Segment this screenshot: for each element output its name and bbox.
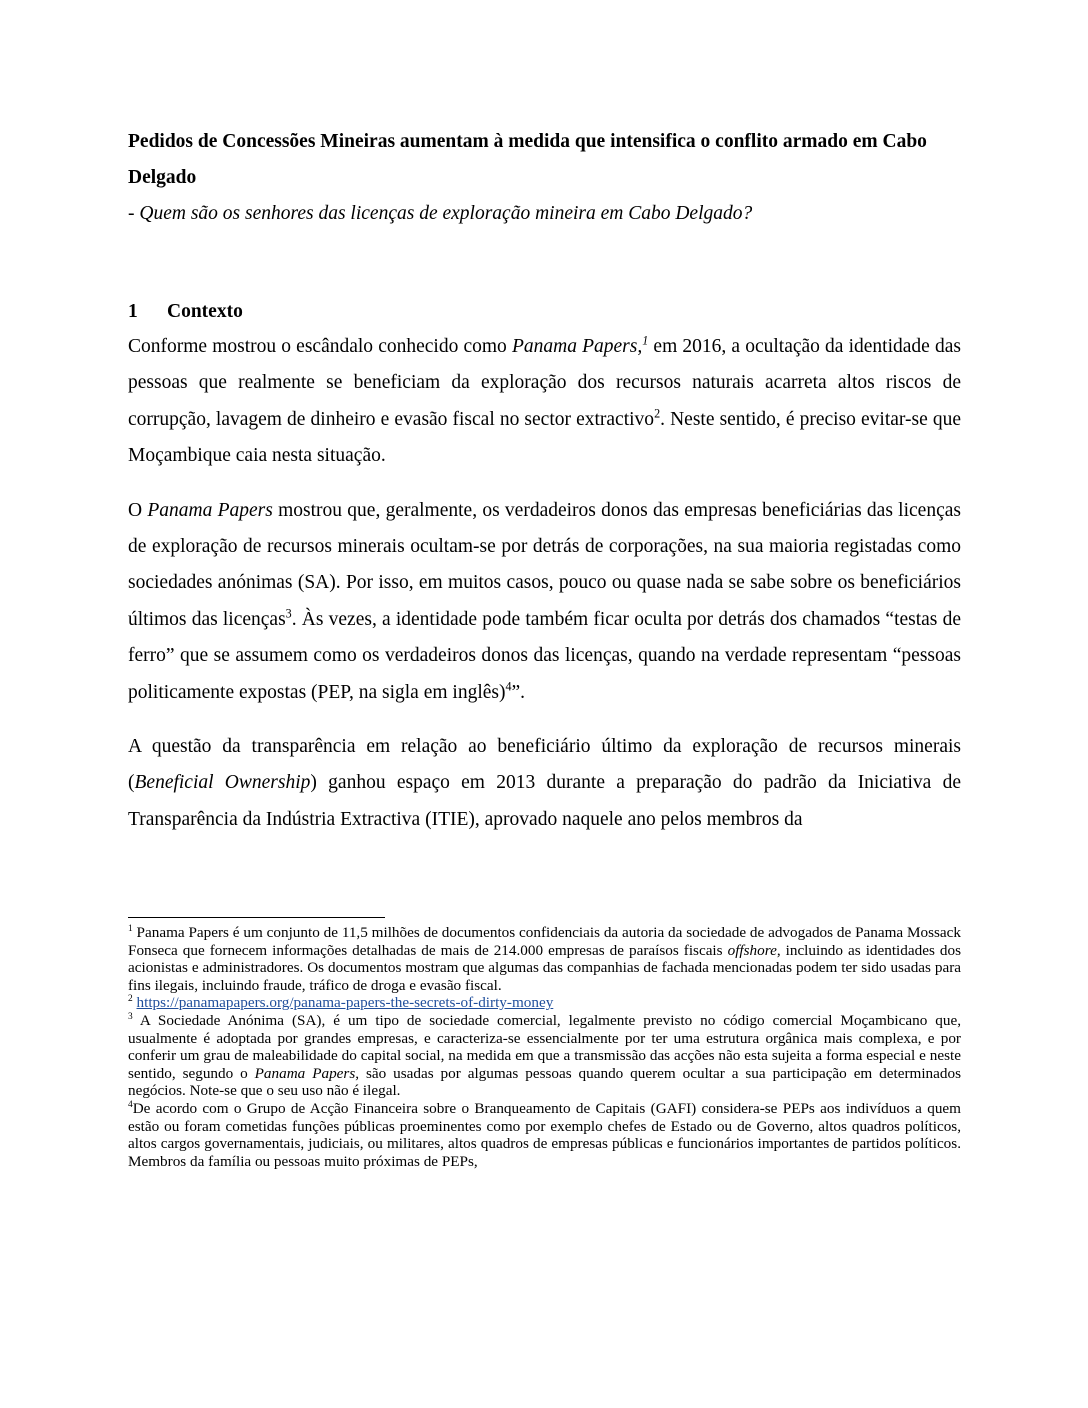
paragraph-3-italic: Beneficial Ownership: [134, 772, 311, 794]
section-number: 1: [128, 301, 138, 322]
paragraph-1-text-c: em 2016, a ocultação da identidade das pessoas que realmente se beneficiam da exploração dos recursos naturais acarreta altos riscos de corrupção, lavagem de dinheiro e evasão fiscal no sector extractivo: [128, 336, 961, 430]
paragraph-2-italic: Panama Papers: [147, 499, 273, 521]
footnote-3: [128, 1012, 961, 1100]
paragraph-3: [128, 729, 961, 838]
paragraph-1-italic: Panama Papers,: [511, 336, 643, 357]
paragraph-2-text-c: mostrou que, geralmente, os verdadeiros donos das empresas beneficiárias das licenças de exploração de recursos minerais ocultam-se por detrás de corporações, na sua maioria registadas como sociedades anónimas (SA). Por isso, em muitos casos, pouco ou quase nada se sabe sobre os beneficiários últimos das licenças: [128, 499, 961, 630]
footnote-2-number: 2: [128, 994, 133, 1005]
footnote-3-text-c: , são usadas por algumas pessoas quando querem ocultar a sua participação em determinados negócios. Note-se que o seu uso não é ilegal.: [128, 1064, 961, 1100]
footnote-4-text-a: De acordo com o Grupo de Acção Financeira sobre o Branqueamento de Capitais (GAFI) considera-se PEPs aos indivíduos a quem estão ou foram cometidas funções públicas proeminentes como por exemplo chefes de Estado ou de Governo, altos quadros políticos, altos cargos governamentais, judiciais, ou militares, altos quadros de empresas públicas e funcionários importantes de partidos políticos. Membros da família ou pessoas muito próximas de PEPs,: [128, 1099, 961, 1170]
footnotes: [128, 917, 961, 1170]
paragraph-1-text-d: . Neste sentido, é preciso evitar-se que Moçambique caia nesta situação.: [128, 408, 961, 467]
footnote-ref-3: 3: [285, 606, 292, 621]
paragraph-2-text-e: ”.: [511, 681, 526, 703]
footnote-separator: [128, 917, 385, 918]
paragraph-3-text-c: ) ganhou espaço em 2013 durante a preparação do padrão da Iniciativa de Transparência da Indústria Extractiva (ITIE), aprovado naquele ano pelos membros da: [128, 772, 961, 830]
footnote-ref-1: 1: [642, 333, 649, 348]
paragraph-2: [128, 493, 961, 711]
paragraph-2-text-d: . Às vezes, a identidade pode também ficar oculta por detrás dos chamados “testas de ferro” que se assumem como os verdadeiros donos das licenças, quando na verdade representam “pessoas politicamente expostas (PEP, na sigla em inglês): [128, 608, 961, 703]
footnote-1: [128, 924, 961, 994]
paragraph-1: [128, 329, 961, 475]
footnote-3-italic: Panama Papers: [254, 1064, 356, 1082]
document-subtitle: - Quem são os senhores das licenças de exploração mineira em Cabo Delgado?: [128, 203, 753, 224]
footnote-1-number: 1: [128, 923, 133, 934]
document-title: Pedidos de Concessões Mineiras aumentam à medida que intensifica o conflito armado em Cabo Delgado: [128, 131, 927, 188]
footnote-1-text-a: Panama Papers é um conjunto de 11,5 milhões de documentos confidenciais da autoria da sociedade de advogados de Panama Mossack Fonseca que fornecem informações detalhadas de mais de 214.000 empresas de paraísos fiscais: [128, 924, 961, 959]
footnote-2-link[interactable]: https://panamapapers.org/panama-papers-the-secrets-of-dirty-money: [136, 994, 554, 1012]
footnote-1-italic: offshore: [727, 941, 777, 959]
footnote-ref-2: 2: [654, 406, 661, 421]
footnote-ref-4: 4: [505, 679, 512, 694]
paragraph-2-text-a: O: [128, 499, 148, 521]
paragraph-1-text-a: Conforme mostrou o escândalo conhecido como: [128, 336, 512, 357]
paragraph-3-text-a: A questão da transparência em relação ao beneficiário último da exploração de recursos minerais (: [128, 736, 961, 794]
footnote-4: [128, 1100, 961, 1170]
section-title: Contexto: [167, 301, 243, 322]
footnote-2: [128, 994, 961, 1012]
footnote-3-text-a: A Sociedade Anónima (SA), é um tipo de sociedade comercial, legalmente previsto no código comercial Moçambicano que, usualmente é adoptada por grandes empresas, e caracteriza-se essencialmente por ter uma estrutura orgânica mais complexa, e por conferir um grau de maleabilidade do capital social, na medida em que a transmissão das acções não esta sujeita a forma especial e neste sentido, segundo o: [128, 1011, 961, 1082]
footnote-1-text-c: , incluindo as identidades dos acionistas e administradores. Os documentos mostram que algumas das companhias de fachada mencionadas podem ter sido usadas para fins ilegais, incluindo fraude, tráfico de droga e evasão fiscal.: [128, 941, 961, 994]
section-heading: [128, 298, 961, 326]
document-body: [128, 124, 961, 856]
footnote-3-number: 3: [128, 1011, 133, 1022]
footnote-4-number: 4: [128, 1099, 133, 1110]
